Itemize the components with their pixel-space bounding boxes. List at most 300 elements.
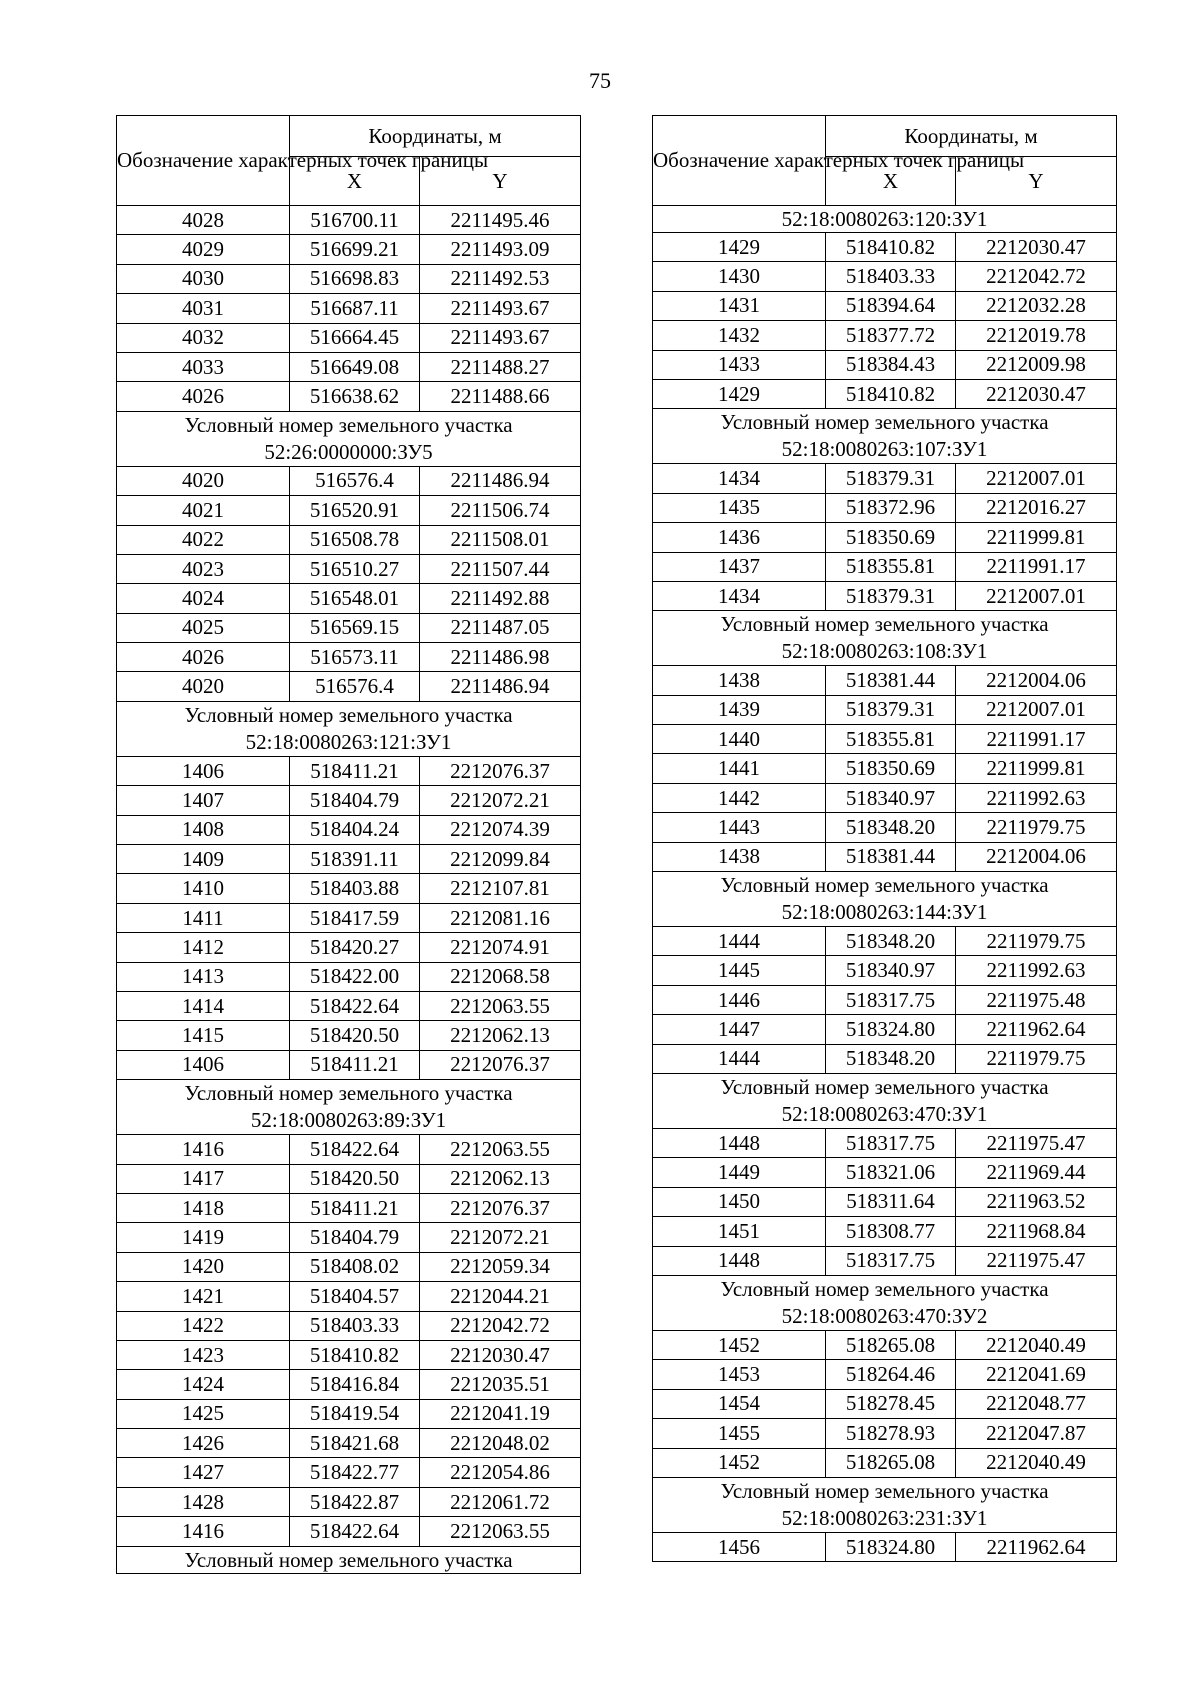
x-coordinate-cell: 518379.31	[826, 581, 956, 610]
point-id-cell: 1406	[117, 756, 290, 785]
table-body-left	[117, 206, 581, 1574]
table-row	[653, 1389, 1117, 1418]
point-id-cell: 1428	[117, 1487, 290, 1516]
y-coordinate-cell: 2212032.28	[956, 291, 1117, 320]
point-id-cell: 1438	[653, 666, 826, 695]
x-coordinate-cell: 518377.72	[826, 321, 956, 350]
y-coordinate-cell: 2212004.06	[956, 842, 1117, 871]
parcel-label-cell	[653, 409, 1117, 464]
table-row	[653, 464, 1117, 493]
y-coordinate-cell: 2211507.44	[420, 554, 581, 583]
point-id-cell: 4023	[117, 554, 290, 583]
y-coordinate-cell: 2211506.74	[420, 496, 581, 525]
parcel-group-row	[653, 1073, 1117, 1128]
y-coordinate-cell: 2211486.98	[420, 643, 581, 672]
point-id-cell: 4020	[117, 466, 290, 495]
y-coordinate-cell: 2211488.27	[420, 352, 581, 381]
table-row	[117, 613, 581, 642]
table-row	[653, 1448, 1117, 1477]
parcel-group-row	[117, 1080, 581, 1135]
x-coordinate-cell: 516548.01	[290, 584, 420, 613]
point-id-cell: 1438	[653, 842, 826, 871]
parcel-label-cell	[653, 872, 1117, 927]
y-coordinate-cell: 2212041.19	[420, 1399, 581, 1428]
x-coordinate-cell: 518404.79	[290, 786, 420, 815]
table-row	[117, 874, 581, 903]
x-coordinate-cell: 518350.69	[826, 523, 956, 552]
y-coordinate-cell: 2212016.27	[956, 493, 1117, 522]
header-y: Y	[956, 157, 1117, 206]
x-coordinate-cell: 518403.88	[290, 874, 420, 903]
table-row	[653, 695, 1117, 724]
table-row	[117, 903, 581, 932]
x-coordinate-cell: 516687.11	[290, 294, 420, 323]
x-coordinate-cell: 516508.78	[290, 525, 420, 554]
parcel-label-line: Условный номер земельного участка	[720, 1478, 1049, 1503]
table-row	[117, 786, 581, 815]
point-id-cell: 4022	[117, 525, 290, 554]
x-coordinate-cell: 518324.80	[826, 1532, 956, 1561]
x-coordinate-cell: 518340.97	[826, 783, 956, 812]
table-row	[117, 845, 581, 874]
point-id-cell: 1435	[653, 493, 826, 522]
point-id-cell: 1452	[653, 1448, 826, 1477]
page-number: 75	[589, 68, 611, 93]
table-row	[117, 643, 581, 672]
table-row	[117, 1164, 581, 1193]
y-coordinate-cell: 2212042.72	[420, 1311, 581, 1340]
x-coordinate-cell: 518317.75	[826, 985, 956, 1014]
x-coordinate-cell: 518340.97	[826, 956, 956, 985]
parcel-label-cell	[117, 701, 581, 756]
y-coordinate-cell: 2212062.13	[420, 1164, 581, 1193]
y-coordinate-cell: 2211486.94	[420, 466, 581, 495]
table-row	[117, 1223, 581, 1252]
x-coordinate-cell: 518317.75	[826, 1128, 956, 1157]
table-row	[117, 1252, 581, 1281]
table-row	[117, 1193, 581, 1222]
parcel-label-cell	[653, 1073, 1117, 1128]
point-id-cell: 1412	[117, 933, 290, 962]
point-id-cell: 4026	[117, 643, 290, 672]
table-row	[653, 1360, 1117, 1389]
x-coordinate-cell: 518311.64	[826, 1187, 956, 1216]
table-row	[117, 1399, 581, 1428]
y-coordinate-cell: 2211979.75	[956, 813, 1117, 842]
y-coordinate-cell: 2212081.16	[420, 903, 581, 932]
table-row	[117, 991, 581, 1020]
table-row	[117, 1458, 581, 1487]
table-row	[117, 1135, 581, 1164]
y-coordinate-cell: 2211991.17	[956, 725, 1117, 754]
x-coordinate-cell: 518372.96	[826, 493, 956, 522]
x-coordinate-cell: 518419.54	[290, 1399, 420, 1428]
y-coordinate-cell: 2211493.09	[420, 235, 581, 264]
x-coordinate-cell: 516649.08	[290, 352, 420, 381]
header-y: Y	[420, 157, 581, 206]
y-coordinate-cell: 2211962.64	[956, 1532, 1117, 1561]
parcel-label-line: 52:18:0080263:120:ЗУ1	[781, 207, 988, 231]
point-id-cell: 1422	[117, 1311, 290, 1340]
y-coordinate-cell: 2211493.67	[420, 294, 581, 323]
table-row	[117, 382, 581, 411]
point-id-cell: 1444	[653, 1044, 826, 1073]
y-coordinate-cell: 2212019.78	[956, 321, 1117, 350]
point-id-cell: 1406	[117, 1050, 290, 1079]
table-row	[653, 1044, 1117, 1073]
parcel-label-line: Условный номер земельного участка	[184, 1081, 513, 1106]
y-coordinate-cell: 2211492.53	[420, 264, 581, 293]
parcel-label-cell	[653, 1275, 1117, 1330]
y-coordinate-cell: 2211493.67	[420, 323, 581, 352]
point-id-cell: 1455	[653, 1419, 826, 1448]
y-coordinate-cell: 2212059.34	[420, 1252, 581, 1281]
y-coordinate-cell: 2211508.01	[420, 525, 581, 554]
y-coordinate-cell: 2212099.84	[420, 845, 581, 874]
parcel-number: 52:26:0000000:ЗУ5	[264, 439, 433, 464]
x-coordinate-cell: 518420.50	[290, 1021, 420, 1050]
x-coordinate-cell: 518264.46	[826, 1360, 956, 1389]
parcel-label-cell	[653, 206, 1117, 233]
x-coordinate-cell: 518355.81	[826, 552, 956, 581]
x-coordinate-cell: 518422.64	[290, 1517, 420, 1546]
y-coordinate-cell: 2211495.46	[420, 206, 581, 235]
y-coordinate-cell: 2212007.01	[956, 695, 1117, 724]
table-row	[117, 235, 581, 264]
point-id-cell: 1426	[117, 1429, 290, 1458]
y-coordinate-cell: 2212054.86	[420, 1458, 581, 1487]
table-row	[117, 496, 581, 525]
table-row	[117, 466, 581, 495]
table-row	[653, 552, 1117, 581]
coordinates-table-right	[652, 115, 1117, 1562]
x-coordinate-cell: 518324.80	[826, 1015, 956, 1044]
table-row	[653, 754, 1117, 783]
y-coordinate-cell: 2212048.77	[956, 1389, 1117, 1418]
parcel-group-row	[117, 1546, 581, 1573]
y-coordinate-cell: 2211963.52	[956, 1187, 1117, 1216]
x-coordinate-cell: 518410.82	[290, 1340, 420, 1369]
y-coordinate-cell: 2212030.47	[420, 1340, 581, 1369]
table-row	[117, 264, 581, 293]
x-coordinate-cell: 516569.15	[290, 613, 420, 642]
point-id-cell: 1429	[653, 233, 826, 262]
table-row	[653, 842, 1117, 871]
y-coordinate-cell: 2211999.81	[956, 754, 1117, 783]
table-row	[117, 1340, 581, 1369]
table-row	[653, 350, 1117, 379]
header-coordinates: Координаты, м	[290, 116, 581, 157]
x-coordinate-cell: 518278.45	[826, 1389, 956, 1418]
header-x: X	[826, 157, 956, 206]
y-coordinate-cell: 2211962.64	[956, 1015, 1117, 1044]
point-id-cell: 1436	[653, 523, 826, 552]
y-coordinate-cell: 2211487.05	[420, 613, 581, 642]
point-id-cell: 1420	[117, 1252, 290, 1281]
y-coordinate-cell: 2211488.66	[420, 382, 581, 411]
table-row	[653, 493, 1117, 522]
y-coordinate-cell: 2212076.37	[420, 756, 581, 785]
y-coordinate-cell: 2212072.21	[420, 1223, 581, 1252]
table-row	[117, 962, 581, 991]
point-id-cell: 1416	[117, 1517, 290, 1546]
y-coordinate-cell: 2212041.69	[956, 1360, 1117, 1389]
parcel-number: 52:18:0080263:89:ЗУ1	[250, 1108, 447, 1133]
y-coordinate-cell: 2212048.02	[420, 1429, 581, 1458]
point-id-cell: 1449	[653, 1158, 826, 1187]
point-id-cell: 1407	[117, 786, 290, 815]
y-coordinate-cell: 2212076.37	[420, 1050, 581, 1079]
y-coordinate-cell: 2212063.55	[420, 991, 581, 1020]
parcel-group-row	[653, 409, 1117, 464]
y-coordinate-cell: 2212007.01	[956, 464, 1117, 493]
point-id-cell: 1416	[117, 1135, 290, 1164]
point-id-cell: 1453	[653, 1360, 826, 1389]
y-coordinate-cell: 2211991.17	[956, 552, 1117, 581]
parcel-label-line: Условный номер земельного участка	[720, 1276, 1049, 1301]
x-coordinate-cell: 518411.21	[290, 756, 420, 785]
x-coordinate-cell: 518403.33	[290, 1311, 420, 1340]
parcel-number: 52:18:0080263:144:ЗУ1	[781, 900, 988, 925]
point-id-cell: 1408	[117, 815, 290, 844]
x-coordinate-cell: 518410.82	[826, 233, 956, 262]
table-body-right	[653, 206, 1117, 1562]
point-id-cell: 4031	[117, 294, 290, 323]
parcel-label-line: Условный номер земельного участка	[184, 1547, 513, 1572]
point-id-cell: 1409	[117, 845, 290, 874]
y-coordinate-cell: 2211975.47	[956, 1246, 1117, 1275]
table-row	[117, 1050, 581, 1079]
x-coordinate-cell: 518308.77	[826, 1217, 956, 1246]
x-coordinate-cell: 518422.77	[290, 1458, 420, 1487]
y-coordinate-cell: 2211486.94	[420, 672, 581, 701]
x-coordinate-cell: 518404.79	[290, 1223, 420, 1252]
y-coordinate-cell: 2212072.21	[420, 786, 581, 815]
point-id-cell: 1430	[653, 262, 826, 291]
header-designation: Обозначение характерных точек границы	[117, 116, 290, 206]
x-coordinate-cell: 516700.11	[290, 206, 420, 235]
parcel-group-row	[653, 206, 1117, 233]
x-coordinate-cell: 518417.59	[290, 903, 420, 932]
x-coordinate-cell: 518404.57	[290, 1282, 420, 1311]
parcel-label-cell	[117, 411, 581, 466]
point-id-cell: 1437	[653, 552, 826, 581]
table-row	[117, 1311, 581, 1340]
point-id-cell: 1427	[117, 1458, 290, 1487]
table-row	[653, 1158, 1117, 1187]
parcel-label-line: Условный номер земельного участка	[720, 873, 1049, 898]
point-id-cell: 1441	[653, 754, 826, 783]
table-row	[117, 525, 581, 554]
table-row	[653, 956, 1117, 985]
x-coordinate-cell: 518416.84	[290, 1370, 420, 1399]
x-coordinate-cell: 518265.08	[826, 1330, 956, 1359]
table-row	[653, 813, 1117, 842]
point-id-cell: 1456	[653, 1532, 826, 1561]
x-coordinate-cell: 518422.00	[290, 962, 420, 991]
point-id-cell: 4020	[117, 672, 290, 701]
y-coordinate-cell: 2212009.98	[956, 350, 1117, 379]
table-row	[653, 1330, 1117, 1359]
point-id-cell: 1450	[653, 1187, 826, 1216]
y-coordinate-cell: 2212074.39	[420, 815, 581, 844]
point-id-cell: 1451	[653, 1217, 826, 1246]
x-coordinate-cell: 516664.45	[290, 323, 420, 352]
parcel-label-line: Условный номер земельного участка	[184, 702, 513, 727]
table-row	[117, 1021, 581, 1050]
table-row	[653, 291, 1117, 320]
x-coordinate-cell: 518411.21	[290, 1193, 420, 1222]
table-row	[117, 1487, 581, 1516]
point-id-cell: 1419	[117, 1223, 290, 1252]
x-coordinate-cell: 518278.93	[826, 1419, 956, 1448]
point-id-cell: 1434	[653, 581, 826, 610]
x-coordinate-cell: 518404.24	[290, 815, 420, 844]
table-row	[653, 985, 1117, 1014]
table-row	[117, 933, 581, 962]
y-coordinate-cell: 2211999.81	[956, 523, 1117, 552]
y-coordinate-cell: 2212030.47	[956, 233, 1117, 262]
x-coordinate-cell: 518422.64	[290, 991, 420, 1020]
parcel-label-cell	[653, 1477, 1117, 1532]
table-row	[653, 523, 1117, 552]
table-row	[653, 1246, 1117, 1275]
parcel-group-row	[117, 411, 581, 466]
point-id-cell: 1442	[653, 783, 826, 812]
x-coordinate-cell: 518394.64	[826, 291, 956, 320]
table-row	[653, 321, 1117, 350]
point-id-cell: 1448	[653, 1128, 826, 1157]
table-row	[653, 1532, 1117, 1561]
y-coordinate-cell: 2212035.51	[420, 1370, 581, 1399]
point-id-cell: 1424	[117, 1370, 290, 1399]
y-coordinate-cell: 2211979.75	[956, 1044, 1117, 1073]
y-coordinate-cell: 2212076.37	[420, 1193, 581, 1222]
table-row	[653, 379, 1117, 408]
x-coordinate-cell: 518410.82	[826, 379, 956, 408]
table-row	[653, 783, 1117, 812]
x-coordinate-cell: 516510.27	[290, 554, 420, 583]
header-designation: Обозначение характерных точек границы	[653, 116, 826, 206]
y-coordinate-cell: 2211992.63	[956, 956, 1117, 985]
table-row	[653, 927, 1117, 956]
table-row	[653, 666, 1117, 695]
table-row	[117, 294, 581, 323]
parcel-number: 52:18:0080263:121:ЗУ1	[245, 729, 452, 754]
point-id-cell: 1414	[117, 991, 290, 1020]
parcel-group-row	[653, 872, 1117, 927]
table-row	[117, 1282, 581, 1311]
x-coordinate-cell: 518391.11	[290, 845, 420, 874]
parcel-label-line: Условный номер земельного участка	[720, 410, 1049, 435]
x-coordinate-cell: 516576.4	[290, 466, 420, 495]
x-coordinate-cell: 518321.06	[826, 1158, 956, 1187]
point-id-cell: 1444	[653, 927, 826, 956]
x-coordinate-cell: 518403.33	[826, 262, 956, 291]
parcel-number: 52:18:0080263:231:ЗУ1	[781, 1505, 988, 1530]
table-row	[653, 1187, 1117, 1216]
parcel-number: 52:18:0080263:470:ЗУ1	[781, 1101, 988, 1126]
table-row	[653, 1015, 1117, 1044]
point-id-cell: 4028	[117, 206, 290, 235]
x-coordinate-cell: 518421.68	[290, 1429, 420, 1458]
point-id-cell: 1445	[653, 956, 826, 985]
y-coordinate-cell: 2212047.87	[956, 1419, 1117, 1448]
y-coordinate-cell: 2212063.55	[420, 1135, 581, 1164]
y-coordinate-cell: 2211968.84	[956, 1217, 1117, 1246]
x-coordinate-cell: 518381.44	[826, 842, 956, 871]
table-row	[653, 233, 1117, 262]
point-id-cell: 1448	[653, 1246, 826, 1275]
table-row	[117, 206, 581, 235]
point-id-cell: 1434	[653, 464, 826, 493]
y-coordinate-cell: 2212107.81	[420, 874, 581, 903]
point-id-cell: 4025	[117, 613, 290, 642]
table-row	[653, 1128, 1117, 1157]
parcel-label-cell	[653, 611, 1117, 666]
x-coordinate-cell: 518384.43	[826, 350, 956, 379]
y-coordinate-cell: 2212042.72	[956, 262, 1117, 291]
parcel-number: 52:18:0080263:108:ЗУ1	[781, 639, 988, 664]
table-row	[653, 262, 1117, 291]
x-coordinate-cell: 518350.69	[826, 754, 956, 783]
y-coordinate-cell: 2211975.48	[956, 985, 1117, 1014]
y-coordinate-cell: 2211992.63	[956, 783, 1117, 812]
point-id-cell: 4021	[117, 496, 290, 525]
table-row	[117, 554, 581, 583]
point-id-cell: 1432	[653, 321, 826, 350]
x-coordinate-cell: 518355.81	[826, 725, 956, 754]
x-coordinate-cell: 518317.75	[826, 1246, 956, 1275]
point-id-cell: 1439	[653, 695, 826, 724]
x-coordinate-cell: 518379.31	[826, 464, 956, 493]
point-id-cell: 1423	[117, 1340, 290, 1369]
parcel-number: 52:18:0080263:470:ЗУ2	[781, 1303, 988, 1328]
parcel-label-line: Условный номер земельного участка	[720, 612, 1049, 637]
y-coordinate-cell: 2211969.44	[956, 1158, 1117, 1187]
parcel-group-row	[653, 611, 1117, 666]
table-row	[653, 1217, 1117, 1246]
table-row	[117, 672, 581, 701]
y-coordinate-cell: 2212004.06	[956, 666, 1117, 695]
x-coordinate-cell: 518422.87	[290, 1487, 420, 1516]
y-coordinate-cell: 2212040.49	[956, 1448, 1117, 1477]
y-coordinate-cell: 2212061.72	[420, 1487, 581, 1516]
point-id-cell: 1415	[117, 1021, 290, 1050]
x-coordinate-cell: 518408.02	[290, 1252, 420, 1281]
parcel-number: 52:18:0080263:107:ЗУ1	[781, 437, 988, 462]
point-id-cell: 1443	[653, 813, 826, 842]
y-coordinate-cell: 2211979.75	[956, 927, 1117, 956]
x-coordinate-cell: 518348.20	[826, 1044, 956, 1073]
point-id-cell: 4024	[117, 584, 290, 613]
table-row	[117, 1517, 581, 1546]
x-coordinate-cell: 516576.4	[290, 672, 420, 701]
point-id-cell: 4030	[117, 264, 290, 293]
point-id-cell: 1440	[653, 725, 826, 754]
y-coordinate-cell: 2212068.58	[420, 962, 581, 991]
point-id-cell: 1418	[117, 1193, 290, 1222]
x-coordinate-cell: 516699.21	[290, 235, 420, 264]
x-coordinate-cell: 516638.62	[290, 382, 420, 411]
table-row	[653, 1419, 1117, 1448]
table-row	[117, 1429, 581, 1458]
x-coordinate-cell: 516698.83	[290, 264, 420, 293]
point-id-cell: 1411	[117, 903, 290, 932]
x-coordinate-cell: 518422.64	[290, 1135, 420, 1164]
y-coordinate-cell: 2212030.47	[956, 379, 1117, 408]
x-coordinate-cell: 518348.20	[826, 813, 956, 842]
